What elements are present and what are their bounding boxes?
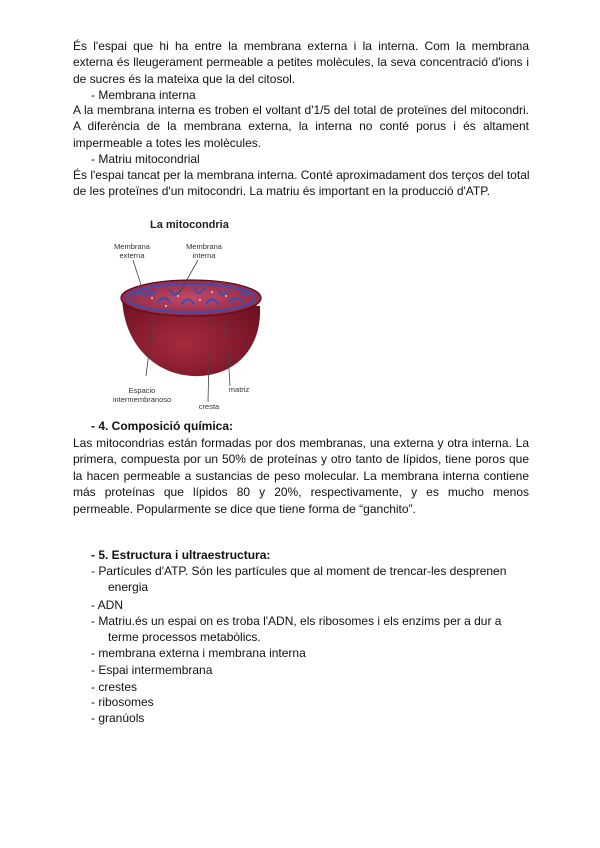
figure-title: La mitocondria bbox=[150, 219, 229, 231]
label-matriz: matriz bbox=[228, 385, 250, 394]
composicio-paragraph: Las mitocondrias están formadas por dos membranas, una externa y otra interna. La primera, compuesta por un 50% de proteínas y otro tanto de lípidos, tiene poros que la hacen permeable a sustancias de peso molecular. La membrana interna contiene más proteínas que lípidos 80 y 20%, respectivamente, y es mucho menos permeable. Popularmente se dice que tiene forma de “ganchito”. bbox=[73, 436, 529, 516]
matriu-heading: - Matriu mitocondrial bbox=[91, 152, 200, 166]
cut-surface bbox=[121, 280, 261, 316]
list-item: - crestes bbox=[91, 680, 138, 694]
list-item: - Matriu.és un espai on es troba l'ADN, els ribosomes i els enzims per a dur a terme processos metabòlics. bbox=[91, 614, 502, 645]
composicio-heading: - 4. Composició química: bbox=[91, 419, 234, 433]
mitochondria-figure bbox=[108, 216, 268, 412]
list-item: - ribosomes bbox=[91, 695, 154, 709]
estructura-heading: - 5. Estructura i ultraestructura: bbox=[91, 548, 271, 562]
label-membrana-externa: Membrana externa bbox=[114, 242, 150, 260]
list-item: - granúols bbox=[91, 711, 145, 725]
label-espacio-intermembranoso: Espacio intermembranoso bbox=[112, 386, 172, 404]
intro-paragraph: És l'espai que hi ha entre la membrana externa i la interna. Com la membrana externa és lleugerament permeable a petites molècules, la seva concentració d'ions i de sucres és la mateixa que la del citosol. bbox=[73, 39, 529, 86]
membrana-interna-paragraph: A la membrana interna es troben el voltant d'1/5 del total de proteïnes del mitocondri. A diferència de la membrana externa, la interna no conté porus i és altament impermeable a totes les molècules. bbox=[73, 103, 529, 150]
list-item: - Espai intermembrana bbox=[91, 663, 213, 677]
list-item: - membrana externa i membrana interna bbox=[91, 646, 306, 660]
matriu-paragraph: És l'espai tancat per la membrana interna. Conté aproximadament dos terços del total de les proteïnes d'un mitocondri. La matriu és important en la producció d'ATP. bbox=[73, 168, 530, 199]
membrana-interna-heading: - Membrana interna bbox=[91, 88, 196, 102]
label-cresta: cresta bbox=[198, 402, 220, 411]
label-membrana-interna: Membrana interna bbox=[186, 242, 222, 260]
list-item: - Partícules d'ATP. Són les partícules que al moment de trencar-les desprenen energia bbox=[91, 564, 507, 595]
list-item: - ADN bbox=[91, 598, 124, 612]
